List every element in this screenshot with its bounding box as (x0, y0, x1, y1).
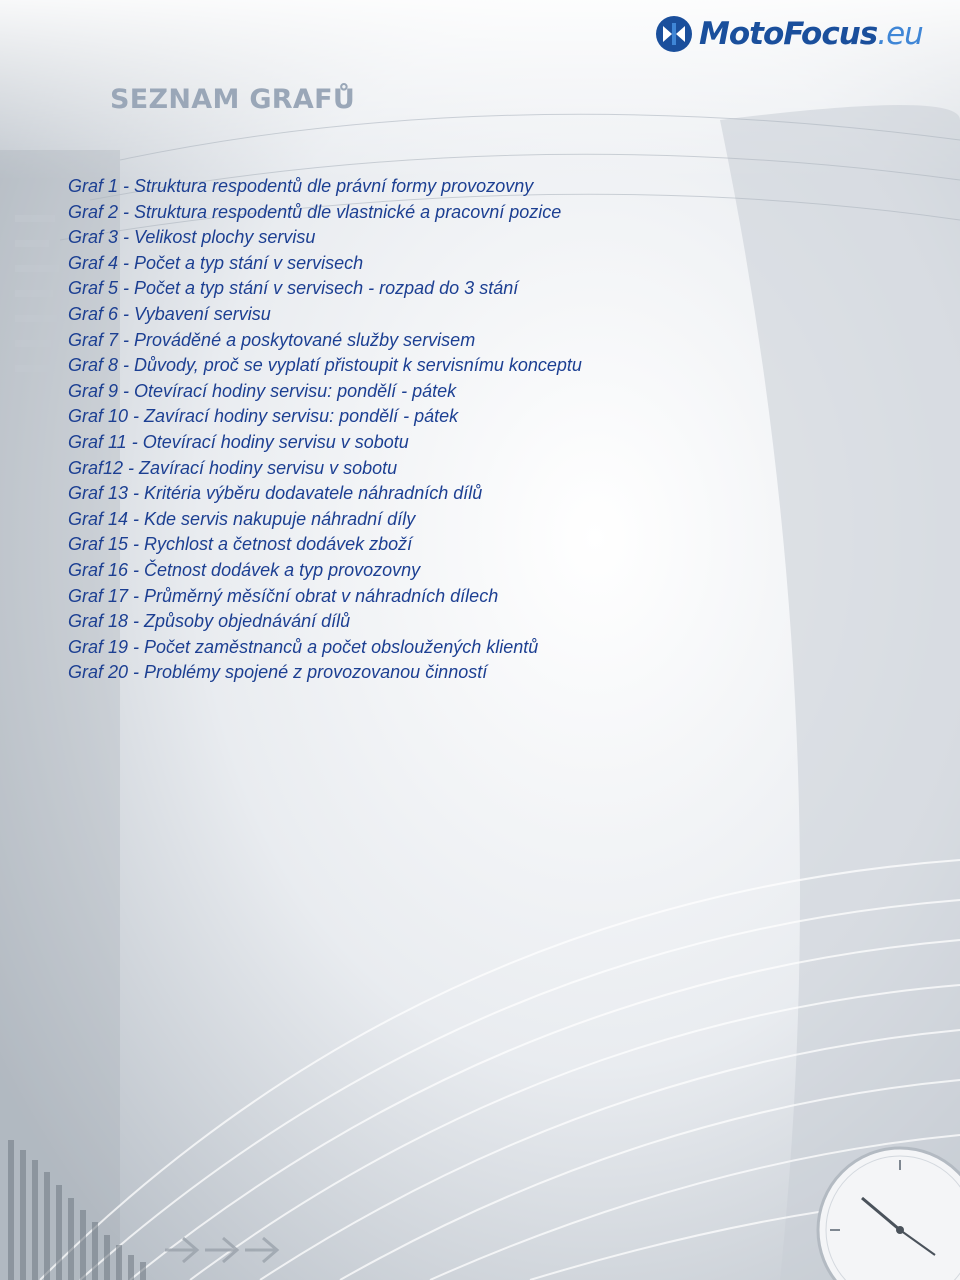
list-item: Graf 4 - Počet a typ stání v servisech (68, 252, 364, 273)
list-item: Graf 16 - Četnost dodávek a typ provozovny (68, 559, 421, 580)
brand-logo (655, 12, 923, 56)
list-item: Graf 7 - Prováděné a poskytované služby servisem (68, 329, 476, 350)
list-item: Graf 9 - Otevírací hodiny servisu: pondělí - pátek (68, 380, 457, 401)
list-item: Graf 1 - Struktura respodentů dle právní formy provozovny (68, 176, 534, 196)
list-item: Graf 6 - Vybavení servisu (68, 303, 271, 324)
list-item: Graf 19 - Počet zaměstnanců a počet obsloužených klientů (68, 636, 539, 657)
list-item: Graf 11 - Otevírací hodiny servisu v sobotu (68, 431, 409, 452)
list-item: Graf 3 - Velikost plochy servisu (68, 227, 316, 248)
graph-list (68, 174, 582, 686)
list-item: Graf 13 - Kritéria výběru dodavatele náhradních dílů (68, 483, 483, 504)
list-item: Graf 14 - Kde servis nakupuje náhradní díly (68, 508, 416, 529)
brand-name: MotoFocus (699, 16, 878, 52)
list-item: Graf 2 - Struktura respodentů dle vlastnické a pracovní pozice (68, 201, 562, 222)
list-item: Graf 10 - Zavírací hodiny servisu: pondělí - pátek (68, 406, 459, 427)
list-item: Graf 18 - Způsoby objednávání dílů (68, 611, 351, 632)
list-item: Graf12 - Zavírací hodiny servisu v sobotu (68, 457, 398, 478)
list-item: Graf 8 - Důvody, proč se vyplatí přistoupit k servisnímu konceptu (68, 355, 582, 376)
list-item: Graf 15 - Rychlost a četnost dodávek zboží (68, 534, 413, 555)
brand-tld: .eu (877, 16, 923, 52)
list-item: Graf 20 - Problémy spojené z provozovanou činností (68, 662, 488, 683)
page-title: SEZNAM GRAFŮ (110, 84, 356, 115)
list-item: Graf 17 - Průměrný měsíční obrat v náhradních dílech (68, 585, 499, 606)
list-item: Graf 5 - Počet a typ stání v servisech - rozpad do 3 stání (68, 278, 519, 299)
double-arrow-circle-icon (655, 15, 693, 53)
